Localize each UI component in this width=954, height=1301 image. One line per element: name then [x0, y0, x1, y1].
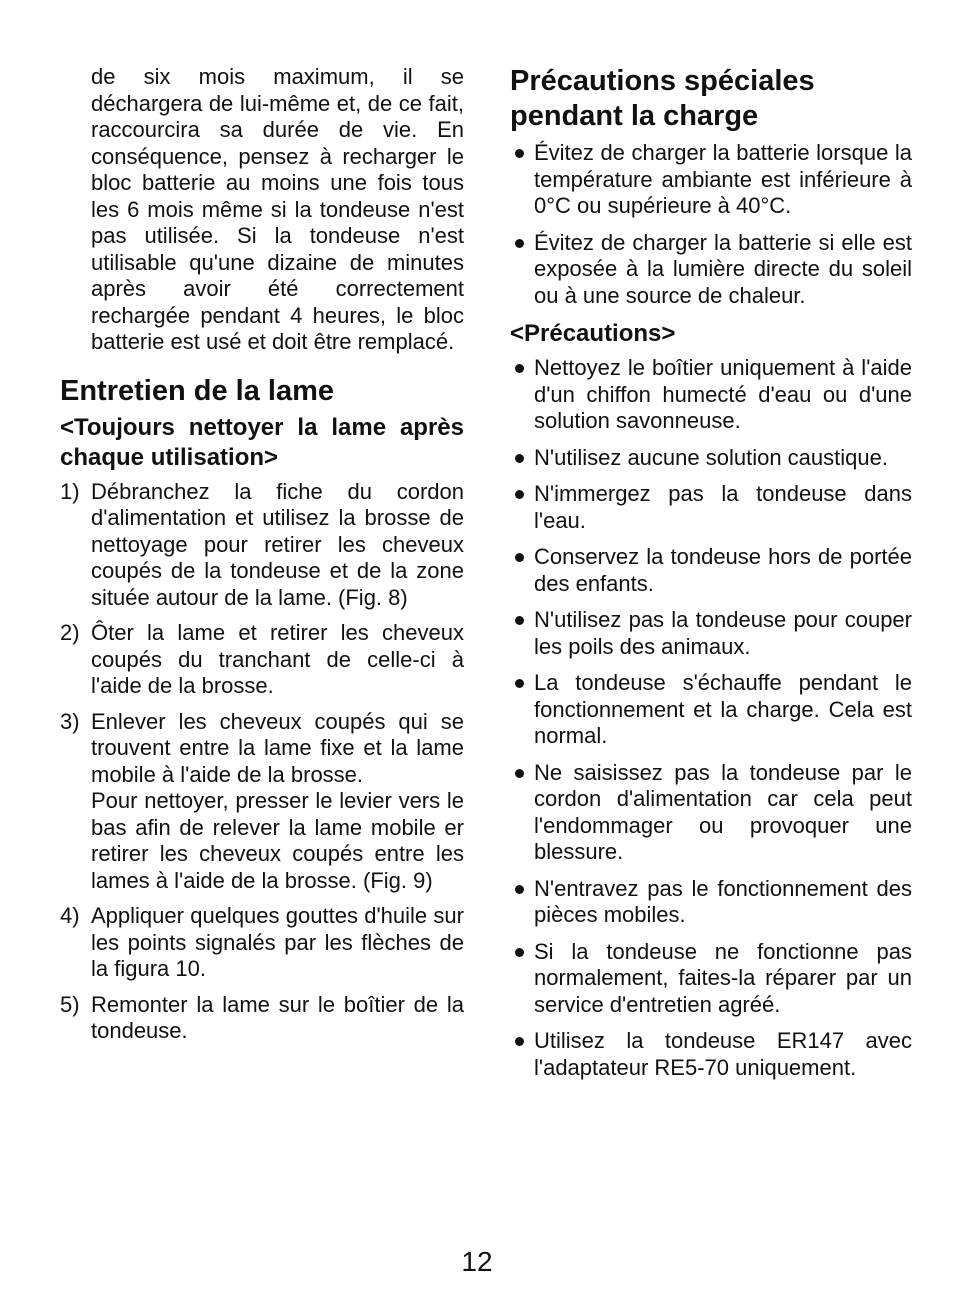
list-item-text: Conservez la tondeuse hors de portée des enfants.: [534, 544, 912, 596]
step-text: Appliquer quelques gouttes d'huile sur les points signalés par les flèches de la figura 10.: [91, 903, 464, 981]
list-item-text: Utilisez la tondeuse ER147 avec l'adaptateur RE5-70 uniquement.: [534, 1028, 912, 1080]
list-item: [510, 607, 912, 660]
left-column: [60, 64, 464, 1054]
bullet-icon: [510, 939, 534, 1019]
list-item-text: N'entravez pas le fonctionnement des pièces mobiles.: [534, 875, 912, 927]
bullet-icon: [510, 481, 534, 534]
step-text: Débranchez la fiche du cordon d'alimentation et utilisez la brosse de nettoyage pour retirer les cheveux coupés de la tondeuse et de la zone située autour de la lame. (Fig. 8): [91, 478, 464, 610]
step-item: [60, 620, 464, 700]
step-item: [60, 479, 464, 612]
step-number: 4): [60, 903, 80, 928]
bullet-icon: [510, 544, 534, 597]
list-item-text: Évitez de charger la batterie si elle est exposée à la lumière directe du soleil ou à une source de chaleur.: [534, 229, 912, 308]
list-item-text: N'immergez pas la tondeuse dans l'eau.: [534, 481, 912, 533]
step-text: Ôter la lame et retirer les cheveux coupés du tranchant de celle-ci à l'aide de la brosse.: [91, 620, 464, 698]
list-item-text: Nettoyez le boîtier uniquement à l'aide d'un chiffon humecté d'eau ou d'une solution savonneuse.: [534, 355, 912, 433]
list-item-text: N'utilisez pas la tondeuse pour couper les poils des animaux.: [534, 607, 912, 659]
step-number: 3): [60, 708, 80, 734]
step-text: Enlever les cheveux coupés qui se trouvent entre la lame fixe et la lame mobile à l'aide de la brosse.: [91, 708, 464, 787]
step-text: Remonter la lame sur le boîtier de la tondeuse.: [91, 991, 464, 1043]
right-column: [510, 64, 912, 1091]
list-item: [510, 1028, 912, 1081]
step-number: 2): [60, 620, 80, 645]
bullet-icon: [510, 445, 534, 472]
list-item-text: Évitez de charger la batterie lorsque la température ambiante est inférieure à 0°C ou supérieure à 40°C.: [534, 140, 912, 218]
list-item: [510, 544, 912, 597]
step-item: [60, 992, 464, 1045]
list-item: [510, 481, 912, 534]
step-item: [60, 709, 464, 895]
list-item: [510, 670, 912, 750]
step-body: [91, 709, 464, 895]
bullet-icon: [510, 355, 534, 435]
list-item-text: Ne saisissez pas la tondeuse par le cordon d'alimentation car cela peut l'endommager ou provoquer une blessure.: [534, 759, 912, 864]
list-item: [510, 876, 912, 929]
section-heading-charge-precautions: Précautions spéciales pendant la charge: [510, 65, 815, 132]
step-number: 1): [60, 478, 80, 504]
step-extra-text: Pour nettoyer, presser le levier vers le bas afin de relever la lame mobile er retirer les cheveux coupés entre les lames à l'aide de la brosse. (Fig. 9): [91, 788, 464, 893]
step-number: 5): [60, 991, 80, 1017]
list-item: [510, 445, 912, 472]
bullet-icon: [510, 607, 534, 660]
step-item: [60, 903, 464, 983]
bullet-icon: [510, 760, 534, 866]
subheading-clean-blade: <Toujours nettoyer la lame après chaque utilisation>: [60, 413, 464, 471]
list-item: [510, 140, 912, 220]
list-item: [510, 939, 912, 1019]
bullet-icon: [510, 876, 534, 929]
list-item: [510, 230, 912, 310]
bullet-icon: [510, 230, 534, 310]
list-item-text: La tondeuse s'échauffe pendant le fonctionnement et la charge. Cela est normal.: [534, 670, 912, 748]
list-item: [510, 355, 912, 435]
intro-paragraph: de six mois maximum, il se déchargera de lui-même et, de ce fait, raccourcira sa durée de vie. En conséquence, pensez à recharger le bloc batterie au moins une fois tous les 6 mois même si la tondeuse n'est pas utilisée. Si la tondeuse n'est utilisable qu'une dizaine de minutes après avoir été correctement rechargée pendant 4 heures, le bloc batterie est usé et doit être remplacé.: [91, 64, 464, 354]
list-item-text: Si la tondeuse ne fonctionne pas normalement, faites-la réparer par un service d'entretien agréé.: [534, 938, 912, 1017]
bullet-icon: [510, 140, 534, 220]
list-item-text: N'utilisez aucune solution caustique.: [534, 444, 888, 470]
bullet-icon: [510, 1028, 534, 1081]
subheading-precautions: <Précautions>: [510, 320, 676, 347]
bullet-icon: [510, 670, 534, 750]
page-number: 12: [461, 1246, 493, 1277]
list-item: [510, 760, 912, 866]
section-heading-blade-maintenance: Entretien de la lame: [60, 374, 334, 407]
